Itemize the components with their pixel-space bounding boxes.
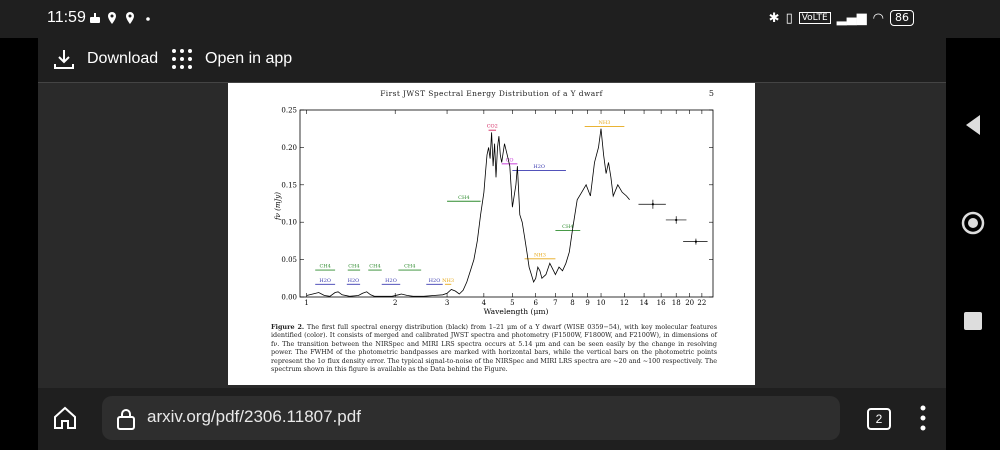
x-tick-label: 14 [639,299,649,307]
x-tick-label: 7 [553,299,558,307]
x-tick-label: 2 [392,299,398,307]
feature-label: CH4 [404,263,416,270]
feature-label: CO2 [486,123,498,130]
x-tick-label: 5 [510,299,515,307]
bluetooth-icon: ✱ [768,10,780,26]
figure-caption [271,323,717,373]
url-text: arxiv.org/pdf/2306.11807.pdf [147,407,361,426]
wifi-icon: ◠ [872,10,884,26]
feature-label: NH3 [442,277,455,284]
spectrum-series-line [307,129,630,297]
browser-bottom-bar [38,388,946,450]
cake-icon [90,13,100,23]
photometry-marker [675,219,677,221]
feature-label: H2O [347,277,360,284]
y-tick-label: 0.05 [281,256,297,265]
pdf-page [228,83,755,385]
photometry-point [683,239,707,245]
battery-icon: 86 [890,10,914,26]
volte-icon: VoLTE [799,12,831,24]
x-tick-label: 20 [685,299,695,307]
x-tick-label: 12 [619,299,629,307]
feature-label: CO [505,157,514,164]
x-tick-label: 8 [570,299,575,307]
feature-label: H2O [533,164,545,171]
location-icon [108,12,116,24]
spectrum-chart [228,83,755,318]
pdf-toolbar [38,38,946,83]
open-in-app-label: Open in app [205,50,293,67]
plot-frame [300,110,713,297]
system-nav-bar [946,38,1000,450]
feature-label: CH4 [348,263,360,270]
feature-label: NH3 [598,119,611,126]
photometry-point [666,216,687,223]
open-in-app-button[interactable] [171,48,292,70]
apps-grid-icon [171,48,193,70]
caption-label: Figure 2. [271,323,305,331]
x-tick-label: 10 [596,299,606,307]
x-tick-label: 6 [533,299,538,307]
page-number: 5 [708,89,714,98]
download-button[interactable] [53,48,158,70]
pdf-viewer[interactable] [38,83,946,388]
y-axis-label: fν (mJy) [274,192,282,220]
download-label: Download [87,50,159,67]
feature-label: CH4 [369,263,381,270]
x-tick-label: 16 [656,299,666,307]
x-tick-label: 4 [481,299,487,307]
caption-text: The first full spectral energy distribution (black) from 1–21 μm of a Y dwarf (WISE 0359−54), with key molecular features identified (color). It consists of merged and calibrated JWST spectra and photometry (F1500W, F1800W, and F2100W), in dimensions of fν. The transition between the NIRSpec and MIRI LRS spectra occurs at 5.14 μm and can be seen easily by the change in resolving power. The FWHM of the photometric bandpasses are marked with horizontal bars, while the vertical bars on the photometric points represent the 1σ flux density error. The typical signal-to-noise of the NIRSpec and MIRI LRS spectra are ~20 and ~100 respectively. The spectrum shown in this figure is available as the Data behind the Figure. [271,323,717,374]
photometry-marker [695,241,697,243]
x-tick-label: 1 [304,299,309,307]
x-tick-label: 22 [697,299,707,307]
x-tick-label: 18 [671,299,681,307]
x-tick-label: 9 [585,299,590,307]
more-options-icon[interactable] [918,404,928,432]
feature-label: H2O [428,277,441,284]
y-tick-label: 0.00 [281,293,297,302]
feature-label: CH4 [562,223,574,230]
status-right-icons [769,10,914,26]
feature-label: CH4 [458,194,470,201]
status-bar [0,0,1000,38]
url-bar[interactable] [102,396,840,440]
y-tick-label: 0.15 [281,181,297,190]
y-tick-label: 0.25 [281,106,297,115]
photometry-point [638,200,665,209]
home-page-icon[interactable] [52,405,78,431]
lock-icon [116,408,136,430]
status-left-icons [88,10,158,30]
feature-label: CH4 [319,263,331,270]
location-icon [126,12,134,24]
y-tick-label: 0.20 [281,143,297,152]
y-tick-label: 0.10 [281,218,297,227]
vibrate-icon: ▯ [785,10,793,26]
back-icon[interactable] [960,112,986,138]
photometry-marker [652,203,654,205]
dot-icon [146,17,150,21]
download-icon [53,48,75,70]
home-icon[interactable] [960,210,986,236]
recents-icon[interactable] [960,308,986,334]
running-head: First JWST Spectral Energy Distribution of a Y dwarf [380,89,603,98]
tab-switcher-button[interactable]: 2 [867,408,891,430]
feature-label: NH3 [534,252,546,259]
feature-label: H2O [319,277,331,284]
status-time: 11:59 [47,9,86,26]
feature-label: H2O [385,277,397,284]
x-axis-label: Wavelength (μm) [483,307,549,316]
signal-icon: ▂▄▆ [836,10,867,26]
x-tick-label: 3 [444,299,450,307]
